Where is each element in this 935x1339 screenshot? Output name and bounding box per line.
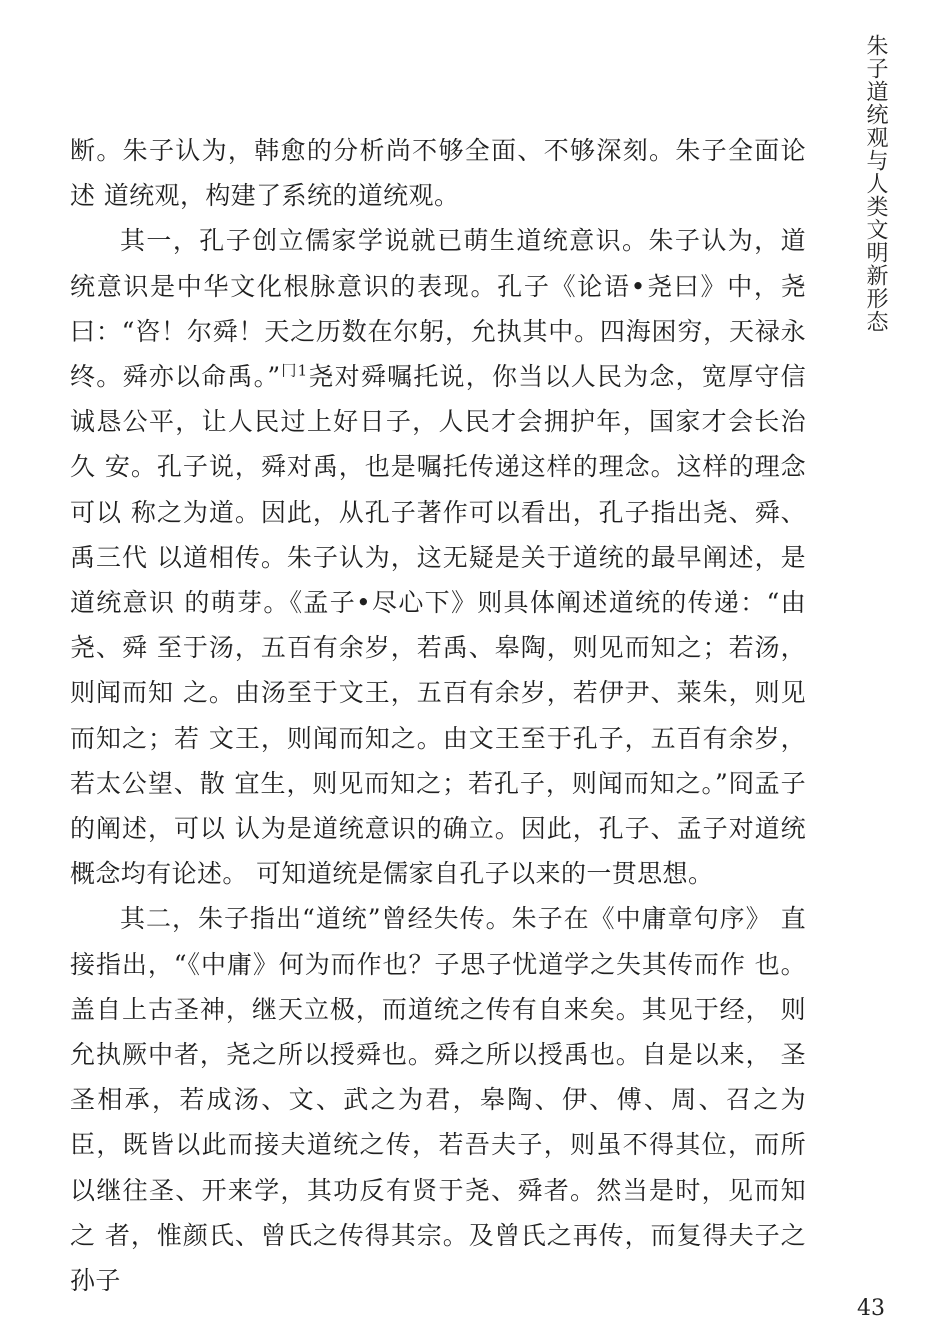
footnote-mark: 冂1	[280, 361, 308, 380]
body-text	[70, 128, 806, 1303]
paragraph-continuation: 断。朱子认为，韩愈的分析尚不够全面、不够深刻。朱子全面论述 道统观，构建了系统的道统观。	[70, 136, 806, 211]
paragraph-first-point-part-b: 尧对舜嘱托说，你当以人民为念，宽厚守信 诚恳公平，让人民过上好日子，人民才会拥护年，国家才会长治久 安。孔子说，舜对禹，也是嘱托传递这样的理念。这样的理念可以 称之为道。因此，从孔子著作可以看出，孔子指出尧、舜、禹三代 以道相传。朱子认为，这无疑是关于道统的最早阐述，是道统意识 的萌芽。《孟子•尽心下》则具体阐述道统的传递：“由尧、舜 至于汤，五百有余岁，若禹、皋陶，则见而知之；若汤，则闻而知 之。由汤至于文王，五百有余岁，若伊尹、莱朱，则见而知之；若 文王，则闻而知之。由文王至于孔子，五百有余岁，若太公望、散 宜生，则见而知之；若孔子，则闻而知之。”冏孟子的阐述，可以 认为是道统意识的确立。因此，孔子、孟子对道统概念均有论述。 可知道统是儒家自孔子以来的一贯思想。	[70, 362, 806, 889]
paragraph-first-point-part-a: 其一，孔子创立儒家学说就已萌生道统意识。朱子认为，道 统意识是中华文化根脉意识的表现。孔子《论语•尧曰》中，尧 曰：“咨！尔舜！天之历数在尔躬，允执其中。四海困穷，天禄永 终。舜亦以命禹。”	[70, 226, 806, 392]
running-head: 朱子道统观与人类文明新形态	[863, 34, 888, 333]
paragraph-second-point: 其二，朱子指出“道统”曾经失传。朱子在《中庸章句序》 直接指出，“《中庸》何为而作也？子思子忧道学之失其传而作 也。盖自上古圣神，继天立极，而道统之传有自来矣。其见于经， 则允执厥中者，尧之所以授舜也。舜之所以授禹也。自是以来， 圣圣相承，若成汤、文、武之为君，皋陶、伊、傅、周、召之为 臣，既皆以此而接夫道统之传，若吾夫子，则虽不得其位，而所 以继往圣、开来学，其功反有贤于尧、舜者。然当是时，见而知之 者，惟颜氏、曾氏之传得其宗。及曾氏之再传，而复得夫子之孙子	[70, 904, 806, 1296]
paragraph-first-point	[70, 218, 806, 896]
page-number: 43	[857, 1296, 885, 1321]
